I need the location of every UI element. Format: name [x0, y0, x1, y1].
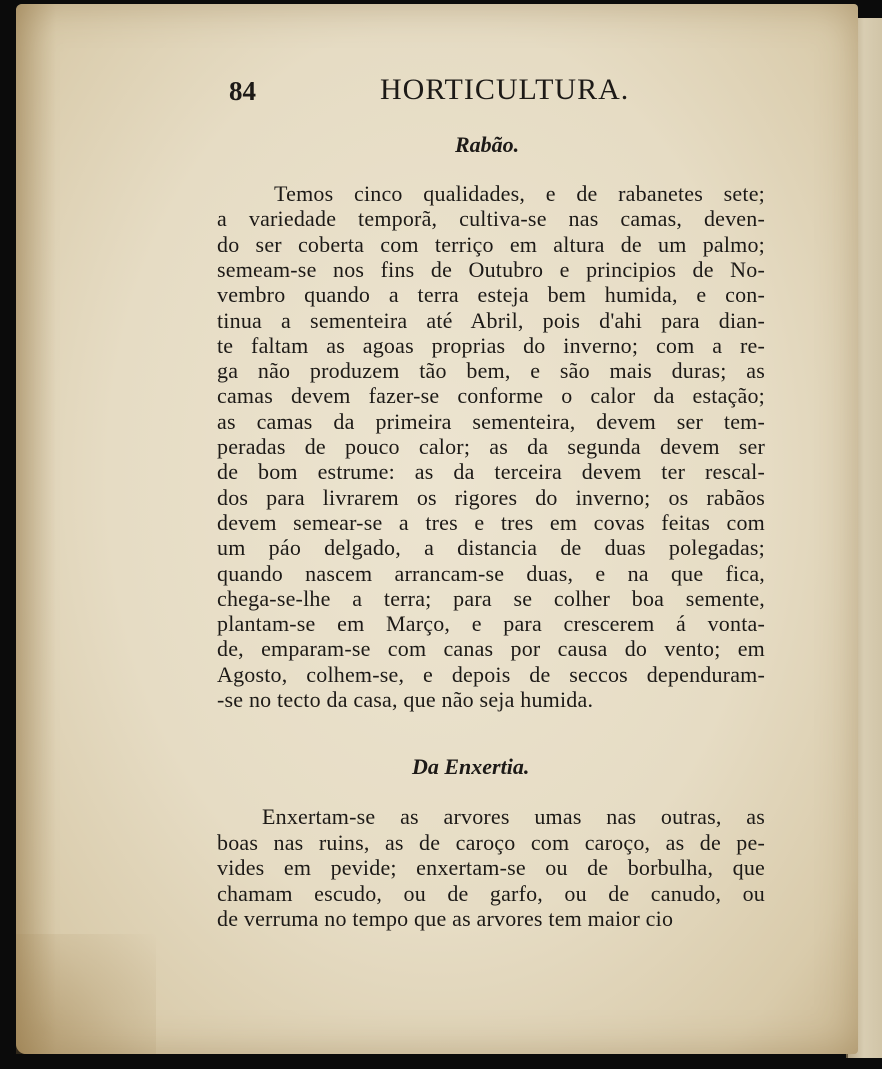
text-line: de bom estrume: as da terceira devem ter rescal-: [217, 459, 765, 485]
page-number: 84: [229, 76, 256, 106]
section-heading-rabao: Rabão.: [455, 132, 520, 157]
text-line: quando nascem arrancam-se duas, e na que fica,: [217, 560, 765, 586]
text-line: te faltam as agoas proprias do inverno; com a re-: [217, 332, 765, 358]
text-line: as camas da primeira sementeira, devem ser tem-: [217, 408, 765, 434]
text-line: de, emparam-se com canas por causa do vento; em: [217, 636, 765, 662]
page-stain: [16, 934, 156, 1054]
text-line: Enxertam-se as arvores umas nas outras, as: [262, 804, 765, 829]
text-line: vembro quando a terra esteja bem humida, e con-: [217, 282, 765, 308]
text-line: Temos cinco qualidades, e de rabanetes sete;: [274, 181, 765, 206]
text-line: chega-se-lhe a terra; para se colher boa semente,: [217, 585, 765, 611]
text-line: a variedade temporã, cultiva-se nas camas, deven-: [217, 206, 765, 232]
text-line: -se no tecto da casa, que não seja humida.: [217, 687, 594, 712]
text-line: vides em pevide; enxertam-se ou de borbulha, que: [217, 855, 765, 880]
text-line: do ser coberta com terriço em altura de um palmo;: [217, 231, 765, 257]
text-line: Agosto, colhem-se, e depois de seccos dependuram-: [217, 661, 765, 687]
text-line: devem semear-se a tres e tres em covas feitas com: [217, 509, 765, 535]
text-line: um páo delgado, a distancia de duas polegadas;: [217, 535, 765, 561]
running-head: HORTICULTURA.: [380, 73, 630, 106]
text-line: peradas de pouco calor; as da segunda devem ser: [217, 434, 765, 459]
text-line: boas nas ruins, as de caroço com caroço, as de pe-: [217, 829, 765, 855]
section-heading-enxertia: Da Enxertia.: [412, 754, 530, 779]
text-line: chamam escudo, ou de garfo, ou de canudo, ou: [217, 880, 765, 906]
text-line: semeam-se nos fins de Outubro e principios de No-: [217, 256, 765, 282]
text-line: dos para livrarem os rigores do inverno; os rabãos: [217, 484, 765, 510]
text-line: plantam-se em Março, e para crescerem á vonta-: [217, 611, 765, 637]
text-line: ga não produzem tão bem, e são mais duras; as: [217, 358, 765, 384]
text-line: tinua a sementeira até Abril, pois d'ahi para dian-: [217, 307, 765, 333]
text-line: camas devem fazer-se conforme o calor da estação;: [217, 383, 765, 409]
text-line: de verruma no tempo que as arvores tem maior cio: [217, 906, 674, 931]
